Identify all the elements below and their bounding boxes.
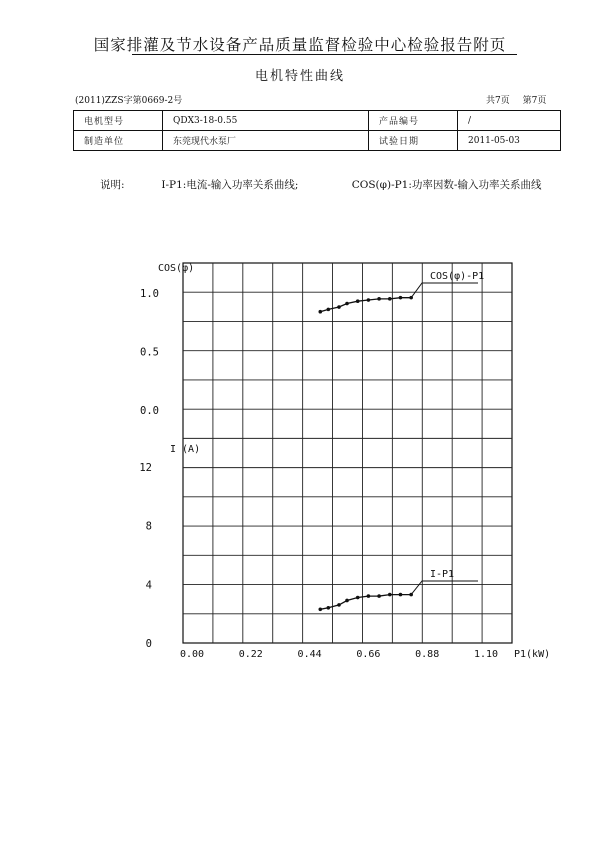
note-item-current: I-P1:电流-输入功率关系曲线; — [161, 179, 299, 191]
y-tick-label-current: 12 — [139, 462, 152, 474]
y-tick-label-cos: 1.0 — [140, 288, 159, 300]
page-count: 共7页 第7页 — [486, 96, 547, 106]
note-item-power-factor: COS(φ)-P1:功率因数-输入功率关系曲线 — [351, 179, 542, 191]
x-tick-label: 0.22 — [238, 649, 263, 660]
y-axis-label-current: I (A) — [170, 444, 201, 455]
x-tick-label: 0.44 — [297, 649, 322, 660]
series-current-point — [399, 593, 403, 597]
series-power-factor-line — [320, 298, 411, 312]
series-current-point — [388, 593, 392, 597]
x-axis-label: P1(kW) — [514, 649, 551, 660]
motor-model-value: QDX3-18-0.55 — [163, 111, 369, 131]
product-no-label: 产品编号 — [369, 111, 458, 131]
series-power-factor-label: COS(φ)-P1 — [430, 271, 485, 282]
y-tick-label-cos: 0.0 — [140, 405, 159, 417]
page-subtitle: 电机特性曲线 — [254, 69, 345, 84]
y-tick-label-cos: 0.5 — [140, 346, 159, 359]
report-header-title: 国家排灌及节水设备产品质量监督检验中心检验报告附页 — [93, 36, 507, 54]
y-tick-label-current: 0 — [145, 638, 152, 650]
y-tick-label-current: 8 — [145, 520, 152, 533]
y-axis-label-cos: COS(φ) — [158, 263, 195, 274]
test-date-label: 试验日期 — [369, 131, 458, 151]
series-current-line — [320, 595, 411, 610]
series-current-leader — [411, 581, 478, 595]
x-tick-label: 0.88 — [415, 649, 440, 660]
series-current-label: I-P1 — [430, 569, 455, 580]
report-number: (2011)ZZS字第0669-2号 — [75, 96, 183, 106]
series-current-point — [327, 606, 331, 610]
series-power-factor-point — [388, 297, 392, 301]
series-current-point — [367, 594, 371, 598]
series-power-factor-point — [337, 305, 341, 309]
manufacturer-value: 东莞现代水泵厂 — [163, 131, 369, 151]
series-current-point — [356, 596, 360, 600]
series-power-factor-point — [367, 298, 371, 302]
plot-frame — [183, 263, 512, 643]
x-tick-label: 1.10 — [473, 649, 499, 660]
manufacturer-label: 制造单位 — [74, 131, 163, 151]
series-power-factor-point — [377, 297, 381, 301]
x-tick-label: 0.00 — [179, 649, 205, 660]
note-label: 说明: — [100, 179, 125, 191]
test-date-value: 2011-05-03 — [458, 131, 561, 151]
series-power-factor-point — [345, 302, 349, 306]
series-current-point — [345, 599, 349, 603]
series-power-factor-point — [318, 310, 322, 314]
series-power-factor-point — [327, 308, 331, 312]
series-current-point — [318, 607, 322, 611]
x-tick-label: 0.66 — [356, 649, 381, 660]
series-power-factor-point — [356, 299, 360, 303]
product-no-value: / — [458, 111, 561, 131]
motor-model-label: 电机型号 — [74, 111, 163, 131]
series-current-point — [377, 594, 381, 598]
y-tick-label-current: 4 — [145, 579, 152, 592]
series-current-point — [337, 603, 341, 607]
series-power-factor-point — [399, 296, 403, 300]
series-power-factor-leader — [411, 283, 478, 298]
